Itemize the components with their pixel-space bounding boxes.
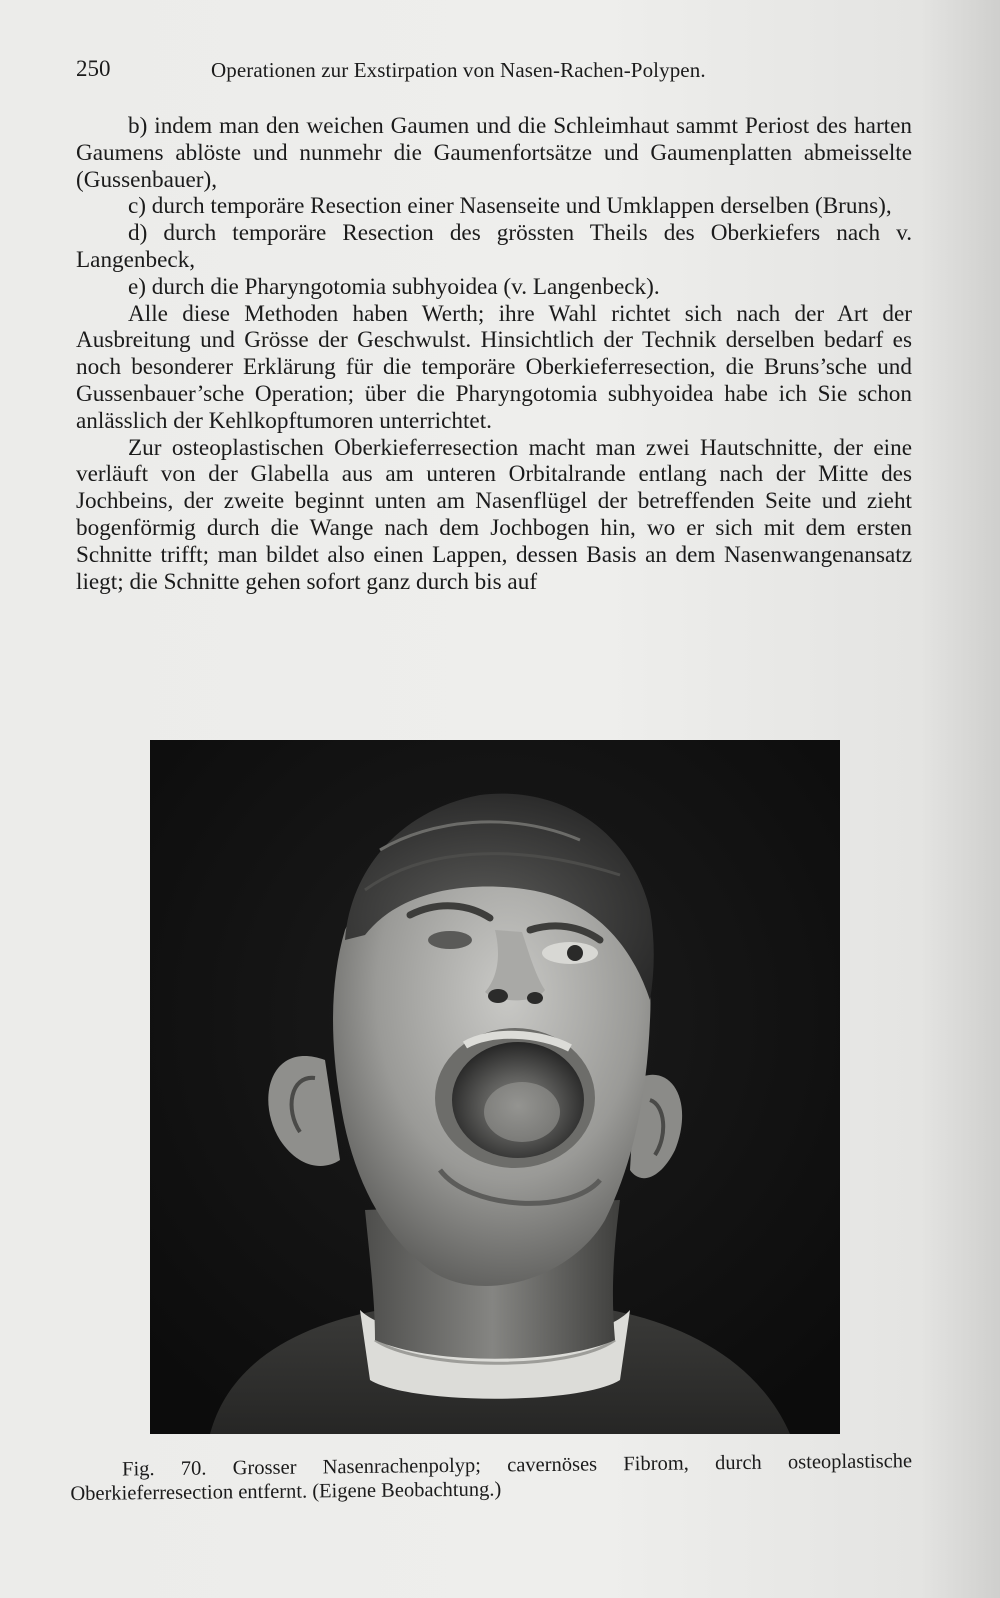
paragraph-d: d) durch temporäre Resection des grössten Theils des Oberkiefers nach v. Langenbeck,	[76, 220, 912, 273]
open-mouth	[435, 1028, 595, 1168]
paragraph-b: b) indem man den weichen Gaumen und die Schleimhaut sammt Periost des harten Gaumens ablöste und nunmehr die Gaumenfortsätze und Gaumenplatten abmeisselte (Gussenbauer),	[76, 113, 912, 193]
running-title: Operationen zur Exstirpation von Nasen-Rachen-Polypen.	[211, 58, 706, 82]
figure-caption	[70, 1449, 912, 1506]
paragraph-e: e) durch die Pharyngotomia subhyoidea (v. Langenbeck).	[128, 273, 660, 300]
body-text	[76, 113, 912, 595]
page-number: 250	[76, 56, 111, 81]
patient-portrait-image	[150, 740, 840, 1434]
paragraph-osteoplastic: Zur osteoplastischen Oberkieferresection macht man zwei Hautschnitte, der eine verläuft von der Glabella aus am unteren Orbitalrande entlang nach der Mitte des Jochbeins, der zweite beginnt unten am Nasenflügel der betreffenden Seite und zieht bogenförmig durch die Wange nach dem Jochbogen hin, wo er sich mit dem ersten Schnitte trifft; man bildet also einen Lappen, dessen Basis an dem Nasenwangenansatz liegt; die Schnitte gehen sofort ganz durch bis auf	[76, 434, 912, 595]
paragraph-methods: Alle diese Methoden haben Werth; ihre Wahl richtet sich nach der Art der Ausbreitung und Grösse der Geschwulst. Hinsichtlich der Technik derselben bedarf es noch besonderer Erklärung für die temporäre Oberkieferresection, die Bruns’sche und Gussenbauer’sche Operation; über die Pharyngotomia subhyoidea habe ich Sie schon anlässlich der Kehlkopftumoren unterrichtet.	[76, 300, 912, 434]
figure-photograph	[150, 740, 840, 1434]
page-header	[76, 56, 906, 86]
paragraph-c: c) durch temporäre Resection einer Nasenseite und Umklappen derselben (Bruns),	[128, 193, 892, 220]
caption-text: Fig. 70. Grosser Nasenrachenpolyp; cavernöses Fibrom, durch osteoplastische Oberkieferresection entfernt. (Eigene Beobachtung.)	[70, 1450, 913, 1505]
